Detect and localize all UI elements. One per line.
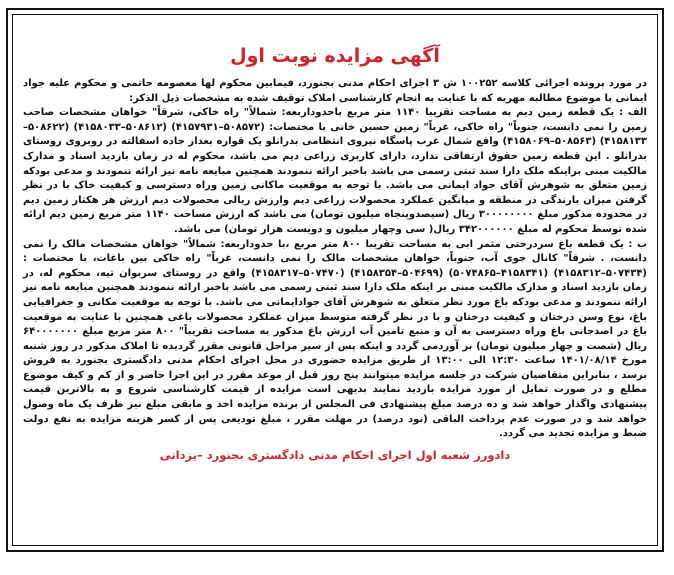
notice-item-a: الف : یک قطعه زمین دیم به مساحت تقریبا ۱۱۴۰ متر مربع باحدوداربعه: شمالاً" راه خاکی، شرقاً" خواهان مشخصات صاحب زمین را نمی دانست، جنوباً" راه خاکی، غرباً" زمین حسین خانی با مختصات: (۵۰۸۵۷۲–۴۱۵۷۹۳۱) (۵۰۸۶۱۲–۴۱۵۸۰۳۳) (۵۰۸۶۲۲–۴۱۵۸۱۳۳) (۵۰۸۵۶۳–۴۱۵۸۰۶۹) واقع شمال غرب پاسگاه نیروی انتظامی بدرانلو یک قواره بعداز جاده اسفالته در روبروی روستای بدرانلو . این قطعه زمین حقوق ارتفاقی ندارد، دارای کاربری زراعی دیم می باشد، محکوم له در زمان بازدید اسناد و مدارک مالکیت مبنی براینکه ملک دارا سند ثبتی رسمی می باشد باخبر ارائه ننمودند همچنین مبایعه نامه نیز ارائه ننمودند و مدعی بودکه زمین متعلق به شوهرش آقای جواد ایمانی می باشد. با توجه به موقعیت ماکانی زمین وراه دسترسی و کیفیت خاک با در نظر گرفتن میزان بارندگی در منطقه و میانگین عملکرد محصولات زراعی دیم وارزش ریالی محصولات دیم ارزش هر هکتار زمین دیم در محدوده مذکور مبلغ ۳۰۰۰۰۰۰۰۰ ریال (سیصدوپنجاه میلیون تومان) می باشد که ارزش مساحت ۱۱۴۰ متر مربع زمین دیم ارائه شده توسط محکوم له مبلغ ۳۴۲۰۰۰۰۰۰ ریال( سی وچهار میلیون و دویست هزار تومان) می باشد. (23, 107, 648, 235)
notice-outer-border (6, 8, 664, 552)
notice-signature: دادورز شعبه اول اجرای احکام مدنی دادگستری بجنورد –یزدانی (159, 447, 511, 462)
notice-intro: در مورد پرونده اجرائی کلاسه ۱۰۰۲۵۲ ش ۳ اجرای احکام مدنی بجنورد، فیمابین محکوم لها معصومه حاتمی و محکوم علیه جواد ایمانی با موضوع مطالبه مهریه که با عنایت به انجام کارشناسی املاک توقیف شده به مشخصات ذیل الذکر: (23, 78, 648, 104)
notice-title: آگهی مزایده نوبت اول (230, 45, 440, 67)
notice-item-b: ب : یک قطعه باغ سردرختی مثمر ابی به مساحت تقریبا ۸۰۰ متر مربع ،با حدوداربعه: شمالاً" خواهان مشخصات مالک را نمی دانست، . شرقاً" کانال جوی آب، جنوباً، خواهان مشخصات مالک را نمی دانست، غرباً" راه خاکی بین باغات، با مختصات : (۵۰۷۴۳۴–۴۱۵۸۳۱۲) (۴۱۵۸۳۴۱–۵۰۷۴۸۶۵) (۵۰۴۶۹۹–۴۱۵۸۳۵۴) (۵۰۷۴۷۰–۴۱۵۸۳۱۷) واقع در روستای سربوان تیه، محکوم له، در زمان بازدید اسناد و مدارک مالکیت مبنی بر اینکه ملک دارا سند ثبتی رسمی می باشد باخبر ارائه ننمودند همچنین مبایعه نامه نیز ارائه ننمودند و مدعی بودکه باغ مورد نظر متعلق به شوهرش آقای جوادایمانی می باشد. با توجه به موقعیت مکانی و جغرافیایی باغ، نوع وسن درختان و کیفیت درختان و با در نظر گرفته متوسط میزان عملکرد محصولات باغی همچنین با عنایت به موقعیت باغ در اصدجانی باغ وراه دسترسی به آن و منبع تامین آب ارزش باغ مذکور به مساحت تقریباً" ۸۰۰ متر مربع مبلغ ۶۴۰۰۰۰۰۰۰ ریال (شصت و چهار میلیون تومان) بر آوردمی گردد و اینکه پس از سیر مراحل قانونی مقرر گردیده تا املاک مذکور در روز شنبه مورخ ۱۴۰۱/۰۸/۱۴ ساعت ۱۲:۳۰ الی ۱۳:۰۰ از طریق مزایده حضوری در محل اجرای احکام مدنی دادگستری بجنورد به فروش برسد ، بنابراین متقاضیان شرکت در جلسه مزایده میتوانند پنج روز قبل از موعد مقرر در این اجرا حاضر و از کم و کیف موضوع مطلع و در صورت تمایل از مورد مزایده بازدید نمایند بدیهی است مزایده از قیمت کارشناسی شروع و به بالاترین قیمت پیشنهادی واگذار خواهد شد و ده درصد مبلغ پیشنهادی فی المجلس از برنده مزایده اخذ و مابقی مبلغ نیز ظرف یک ماه وصول خواهد شد و در صورت عدم پرداخت الباقی (نود درصد) در مهلت مقرر ، مبلغ تودیعی پس از کسر هزینه مزایده به نفع دولت ضبط و مزایده تجدید می گردد. (23, 238, 648, 440)
notice-inner-border (12, 14, 658, 546)
